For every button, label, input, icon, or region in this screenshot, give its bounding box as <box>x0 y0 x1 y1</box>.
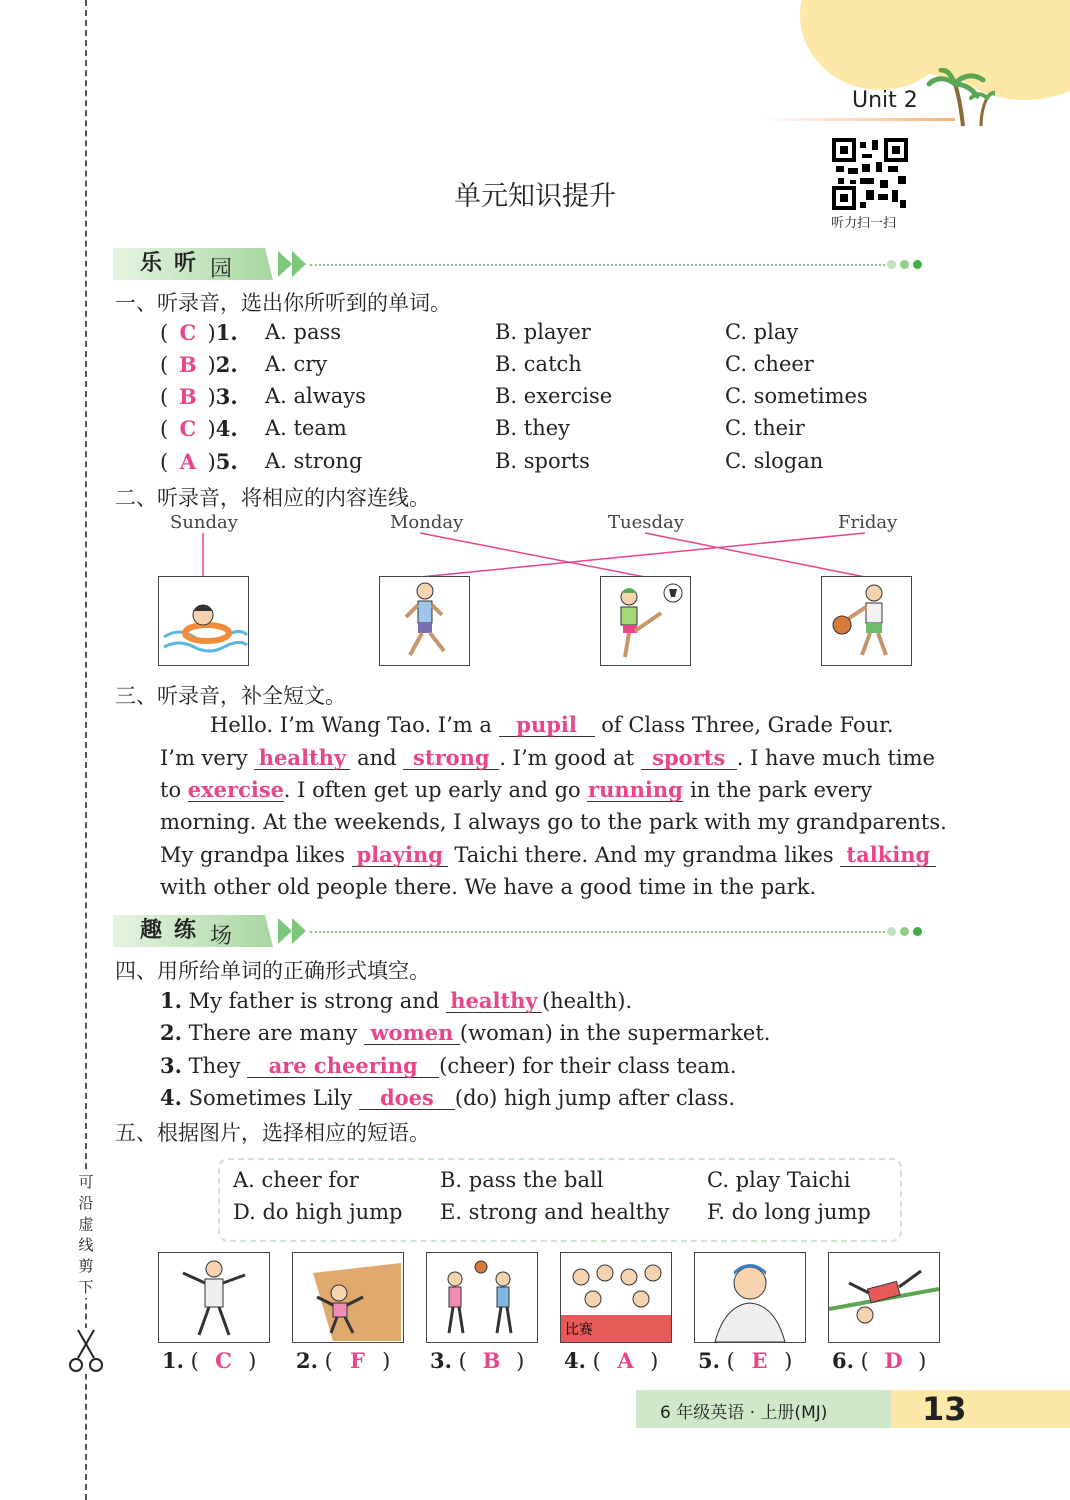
fill-blank: women <box>364 1022 460 1045</box>
football-picture <box>600 576 691 666</box>
text: (woman) in the supermarket. <box>459 1021 771 1045</box>
day-label: Sunday <box>170 512 238 533</box>
option-b: B. sports <box>495 449 590 473</box>
passage-line: with other old people there. We have a good time in the park. <box>160 875 817 899</box>
swimming-picture <box>158 576 249 666</box>
text: . I’m good at <box>499 746 635 770</box>
question-number: 2. <box>160 1020 182 1045</box>
dot-icon <box>887 260 896 269</box>
phrase-option: B. pass the ball <box>440 1168 604 1192</box>
text: Taichi there. And my grandma likes <box>454 843 834 867</box>
text: I’m very <box>160 746 248 770</box>
page-number: 13 <box>922 1390 967 1428</box>
fill-blank: playing <box>352 844 448 867</box>
option-c: C. their <box>725 416 805 440</box>
answer: C <box>215 1348 232 1373</box>
strong-man-picture <box>694 1252 806 1343</box>
option-c: C. sometimes <box>725 384 868 408</box>
question-number: 4. <box>564 1348 586 1373</box>
answer: B <box>179 352 197 377</box>
section4-title: 四、用所给单词的正确形式填空。 <box>115 959 430 983</box>
fill-item <box>160 1085 735 1110</box>
option-c: C. slogan <box>725 449 824 473</box>
day-label: Tuesday <box>608 512 684 533</box>
question-number: 3. <box>160 1053 182 1078</box>
answer: B <box>179 384 197 409</box>
fill-blank: healthy <box>254 747 350 770</box>
answer: B <box>482 1348 501 1373</box>
question-number: 4. <box>215 416 238 441</box>
question-number: 1. <box>162 1348 184 1373</box>
banner-char: 场 <box>210 924 233 949</box>
answer: A <box>617 1348 634 1373</box>
dot-icon <box>900 927 909 936</box>
question-number: 1. <box>215 320 238 345</box>
text: There are many <box>188 1021 358 1045</box>
passage-line <box>160 843 936 867</box>
match-line <box>420 533 645 577</box>
passage-line: morning. At the weekends, I always go to the park with my grandparents. <box>160 810 947 834</box>
question-number: 5. <box>215 449 238 474</box>
text: My father is strong and <box>188 989 440 1013</box>
section3-title: 三、听录音，补全短文。 <box>115 684 346 708</box>
dot-icon <box>913 927 922 936</box>
palm-tree-icon <box>925 68 995 128</box>
arrow-icon <box>292 251 306 277</box>
fill-item <box>160 988 632 1013</box>
fill-blank: running <box>588 777 683 802</box>
phrase-option: E. strong and healthy <box>440 1200 670 1224</box>
option-c: C. cheer <box>725 352 814 376</box>
text: . I often get up early and go <box>283 778 581 802</box>
cheering-picture <box>560 1252 672 1343</box>
running-picture <box>379 576 470 666</box>
banner-char: 趣 <box>140 918 163 943</box>
answer: F <box>350 1348 365 1373</box>
option-c: C. play <box>725 320 799 344</box>
cut-instruction <box>78 1172 94 1298</box>
banner-char: 练 <box>174 918 197 943</box>
dot-icon <box>913 260 922 269</box>
text: of Class Three, Grade Four. <box>601 713 894 737</box>
choice-row: ( B )3. <box>160 384 238 409</box>
fill-blank: pupil <box>499 714 595 737</box>
section2-title: 二、听录音，将相应的内容连线。 <box>115 486 430 510</box>
question-number: 3. <box>430 1348 452 1373</box>
passage-line <box>160 746 935 770</box>
banner-char: 园 <box>210 257 233 282</box>
text: Hello. I’m Wang Tao. I’m a <box>210 713 492 737</box>
fill-blank: does <box>359 1087 455 1110</box>
phrase-option: D. do high jump <box>233 1200 403 1224</box>
answer-slot: 4. ( A ) <box>564 1348 659 1373</box>
passage-line <box>210 713 894 737</box>
banner-char: 听 <box>174 251 197 276</box>
qr-caption: 听力扫一扫 <box>831 216 897 231</box>
answer: C <box>179 416 197 441</box>
text: My grandpa likes <box>160 843 346 867</box>
answer-slot: 5. ( E ) <box>698 1348 793 1373</box>
pass-ball-picture <box>426 1252 538 1343</box>
answer: D <box>884 1348 903 1373</box>
option-a: A. team <box>265 416 347 440</box>
choice-row: ( C )1. <box>160 320 238 345</box>
answer-slot: 6. ( D ) <box>832 1348 927 1373</box>
text: (health). <box>541 989 633 1013</box>
unit-label: Unit 2 <box>852 88 918 113</box>
fill-item <box>160 1053 737 1078</box>
question-number: 3. <box>215 384 238 409</box>
high-jump-picture <box>828 1252 940 1343</box>
taichi-picture <box>158 1252 270 1343</box>
arrow-icon <box>278 251 292 277</box>
answer: E <box>751 1348 768 1373</box>
answer: A <box>179 449 197 474</box>
dot-icon <box>887 927 896 936</box>
question-number: 6. <box>832 1348 854 1373</box>
cut-char: 虚 <box>78 1215 94 1233</box>
section1-title: 一、听录音，选出你所听到的单词。 <box>115 291 451 315</box>
question-number: 1. <box>160 988 182 1013</box>
option-a: A. always <box>265 384 366 408</box>
long-jump-picture <box>292 1252 404 1343</box>
text: in the park every <box>690 778 873 802</box>
match-line <box>420 533 865 577</box>
cut-char: 线 <box>78 1236 94 1254</box>
choice-row: ( A )5. <box>160 449 238 474</box>
answer: C <box>179 320 197 345</box>
scissors-icon <box>68 1328 104 1374</box>
banner-sign: 比赛 <box>565 1322 593 1338</box>
cut-char: 下 <box>78 1278 94 1296</box>
phrase-option: A. cheer for <box>233 1168 359 1192</box>
choice-row: ( B )2. <box>160 352 238 377</box>
arrow-icon <box>278 918 292 944</box>
option-a: A. cry <box>265 352 328 376</box>
fill-blank: strong <box>403 747 499 770</box>
phrase-option: C. play Taichi <box>707 1168 851 1192</box>
option-b: B. player <box>495 320 591 344</box>
text: (do) high jump after class. <box>454 1086 736 1110</box>
text: (cheer) for their class team. <box>439 1054 737 1078</box>
question-number: 2. <box>215 352 238 377</box>
dot-icon <box>900 260 909 269</box>
option-a: A. strong <box>265 449 363 473</box>
text: and <box>357 746 397 770</box>
fill-blank: are cheering <box>247 1055 439 1078</box>
day-label: Friday <box>838 512 898 533</box>
basketball-picture <box>821 576 912 666</box>
question-number: 4. <box>160 1085 182 1110</box>
text: Sometimes Lily <box>188 1086 353 1110</box>
section5-title: 五、根据图片，选择相应的短语。 <box>115 1121 430 1145</box>
dotted-divider <box>310 931 885 933</box>
cut-char: 剪 <box>78 1257 94 1275</box>
choice-row: ( C )4. <box>160 416 238 441</box>
dotted-divider <box>310 264 885 266</box>
text: They <box>188 1054 241 1078</box>
question-number: 2. <box>296 1348 318 1373</box>
passage-line <box>160 778 872 802</box>
option-b: B. exercise <box>495 384 613 408</box>
page-title: 单元知识提升 <box>454 181 616 212</box>
book-title: 6 年级英语 · 上册(MJ) <box>660 1403 828 1423</box>
fill-blank: exercise <box>187 777 285 802</box>
day-label: Monday <box>390 512 464 533</box>
answer-slot: 1. ( C ) <box>162 1348 257 1373</box>
fill-item <box>160 1020 770 1045</box>
question-number: 5. <box>698 1348 720 1373</box>
cut-char: 可 <box>78 1173 94 1191</box>
option-b: B. they <box>495 416 571 440</box>
fill-blank: talking <box>840 844 936 867</box>
banner-char: 乐 <box>140 251 163 276</box>
fill-blank: healthy <box>446 990 542 1013</box>
phrase-option: F. do long jump <box>707 1200 871 1224</box>
text: . I have much time <box>736 746 935 770</box>
option-a: A. pass <box>265 320 342 344</box>
text: to <box>160 778 182 802</box>
arrow-icon <box>292 918 306 944</box>
cut-char: 沿 <box>78 1194 94 1212</box>
fill-blank: sports <box>641 747 737 770</box>
option-b: B. catch <box>495 352 582 376</box>
match-line <box>645 533 865 577</box>
answer-slot: 3. ( B ) <box>430 1348 525 1373</box>
page-number-box <box>891 1390 1070 1428</box>
answer-slot: 2. ( F ) <box>296 1348 391 1373</box>
